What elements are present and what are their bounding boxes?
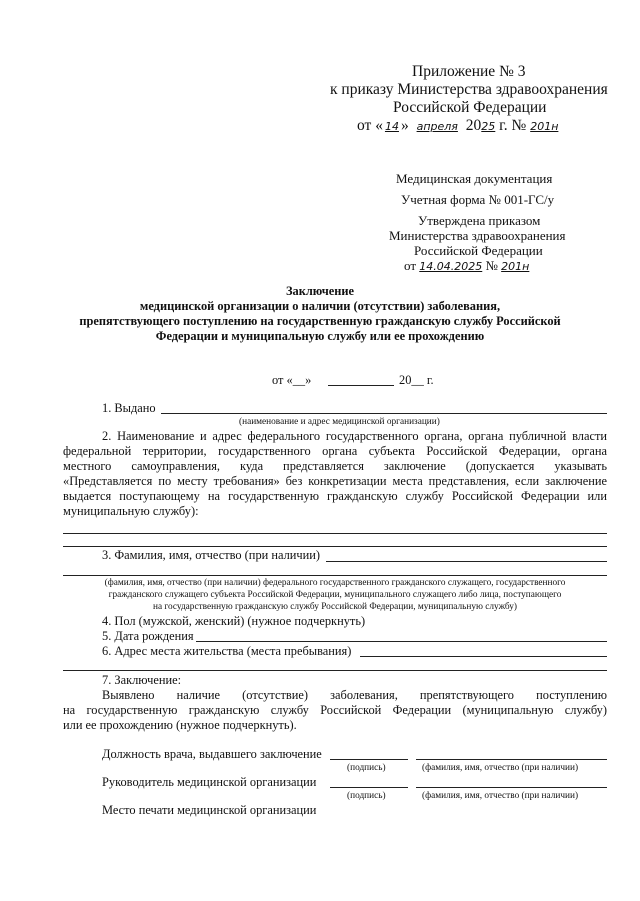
item7-label: 7. Заключение:	[102, 673, 182, 687]
approved-no-label: №	[485, 258, 498, 273]
item2-line4: «Представляется по месту требования» без конкретизации места представления, если заключение	[63, 474, 607, 488]
med-doc-label: Медицинская документация	[396, 171, 553, 186]
appendix-date	[357, 117, 558, 135]
item2-line5: выдается поступающему на государственную гражданскую службу Российской Федерации или	[63, 489, 607, 503]
approved-line2: Министерства здравоохранения	[389, 228, 566, 243]
item7-line3: или ее прохождению (нужное подчеркнуть).	[63, 718, 297, 732]
approved-date-prefix: от	[404, 258, 417, 273]
doctor-fio-caption: (фамилия, имя, отчество (при наличии)	[422, 763, 579, 773]
item3-caption3: на государственную гражданскую службу Российской Федерации, муниципальную службу)	[153, 602, 517, 612]
appendix-order-line: к приказу Министерства здравоохранения	[330, 81, 608, 98]
date-prefix: от «	[357, 117, 383, 134]
item2-line6: муниципальную службу):	[63, 504, 199, 518]
item1-label: 1. Выдано	[102, 401, 156, 415]
approved-date-handwritten: 14.04.2025	[419, 260, 483, 273]
date-month-handwritten: апреля	[416, 120, 458, 133]
doctor-sign-caption: (подпись)	[347, 763, 386, 773]
title-line2: медицинской организации о наличии (отсутствии) заболевания,	[139, 299, 501, 313]
item7-line1: Выявлено наличие (отсутствие) заболевания, препятствующего поступлению	[102, 688, 607, 702]
date-year-prefix: 20	[465, 117, 482, 134]
doc-date-prefix: от «__»	[272, 373, 312, 387]
approved-line1: Утверждена приказом	[418, 213, 541, 228]
item2-line1: 2. Наименование и адрес федерального государственного органа, органа публичной власти	[102, 429, 607, 443]
item2-line2: федеральной территории, государственного органа субъекта Российской Федерации, органа	[63, 444, 607, 458]
approved-date	[404, 258, 545, 274]
approved-line3: Российской Федерации	[414, 243, 543, 258]
order-number-handwritten: 201н	[530, 120, 559, 133]
stamp-place-label: Место печати медицинской организации	[102, 803, 317, 817]
item3-caption1: (фамилия, имя, отчество (при наличии) федерального государственного гражданского служащего, государственного	[104, 578, 566, 588]
date-mid: »	[400, 117, 409, 134]
doctor-position-label: Должность врача, выдавшего заключение	[102, 747, 322, 761]
item5-birthdate: 5. Дата рождения	[102, 629, 194, 643]
appendix-number: Приложение № 3	[412, 63, 526, 80]
title-line4: Федерации и муниципальную службу или ее прохождению	[155, 329, 485, 343]
item6-address: 6. Адрес места жительства (места пребывания)	[102, 644, 352, 658]
item3-caption2: гражданского служащего субъекта Российской Федерации, муниципального служащего либо лица, поступающего	[108, 590, 562, 600]
title-line1: Заключение	[285, 284, 355, 298]
date-suffix: г. №	[499, 117, 527, 134]
form-number: Учетная форма № 001-ГС/у	[401, 192, 555, 207]
item4-gender: 4. Пол (мужской, женский) (нужное подчеркнуть)	[102, 614, 366, 628]
item1-caption: (наименование и адрес медицинской организации)	[239, 417, 440, 427]
head-label: Руководитель медицинской организации	[102, 775, 317, 789]
date-year-handwritten: 25	[481, 120, 496, 133]
head-sign-caption: (подпись)	[347, 791, 386, 801]
date-day-handwritten: 14	[384, 120, 399, 133]
approved-no-handwritten: 201н	[501, 260, 530, 273]
appendix-rf-line: Российской Федерации	[393, 99, 547, 116]
item7-line2: на государственную гражданскую службу Российской Федерации (муниципальную службу)	[63, 703, 607, 717]
item2-line3: местного самоуправления, куда представляется заключение (допускается указывать	[63, 459, 607, 473]
item3-label: 3. Фамилия, имя, отчество (при наличии)	[102, 548, 321, 562]
title-line3: препятствующего поступлению на государственную гражданскую службу Российской	[79, 314, 561, 328]
head-fio-caption: (фамилия, имя, отчество (при наличии)	[422, 791, 579, 801]
doc-date-year: 20__ г.	[399, 373, 434, 387]
